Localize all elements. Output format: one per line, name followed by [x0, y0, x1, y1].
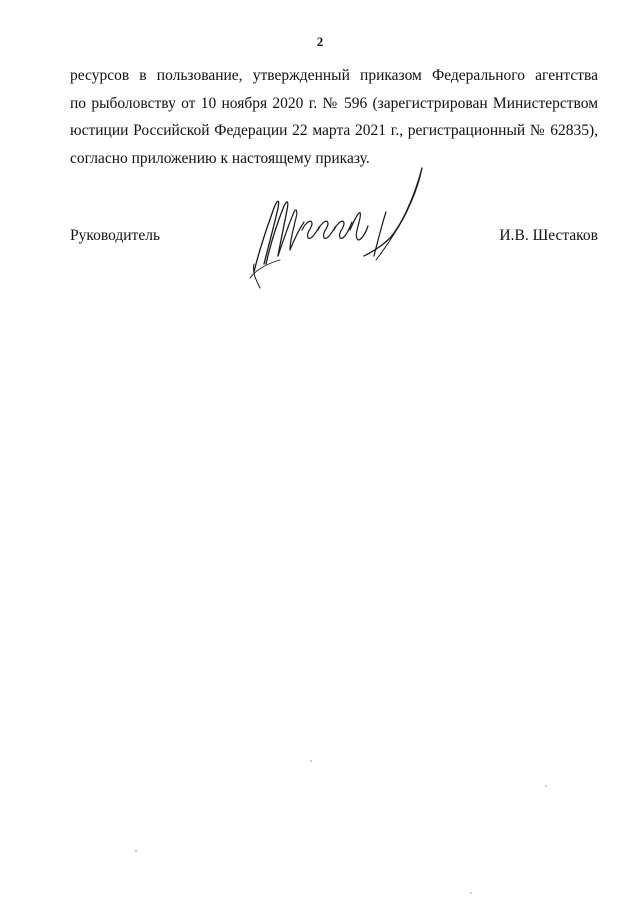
handwritten-signature — [236, 160, 436, 290]
body-line: ресурсов в пользование, утвержденный приказом Федерального агентства — [70, 67, 598, 84]
scan-speck — [135, 850, 137, 852]
body-line: согласно приложению к настоящему приказу. — [70, 149, 370, 167]
scan-speck — [310, 760, 312, 762]
signatory-title: Руководитель — [70, 227, 161, 244]
body-line: по рыболовству от 10 ноября 2020 г. № 596 (зарегистрирован Министерством — [70, 94, 598, 112]
body-line: юстиции Российской Федерации 22 марта 2021 г., регистрационный № 62835), — [70, 122, 598, 139]
scan-speck — [470, 892, 472, 894]
page-number: 2 — [316, 34, 324, 49]
scan-speck — [545, 785, 547, 787]
signatory-name: И.В. Шестаков — [499, 227, 598, 244]
body-paragraph — [70, 62, 598, 172]
